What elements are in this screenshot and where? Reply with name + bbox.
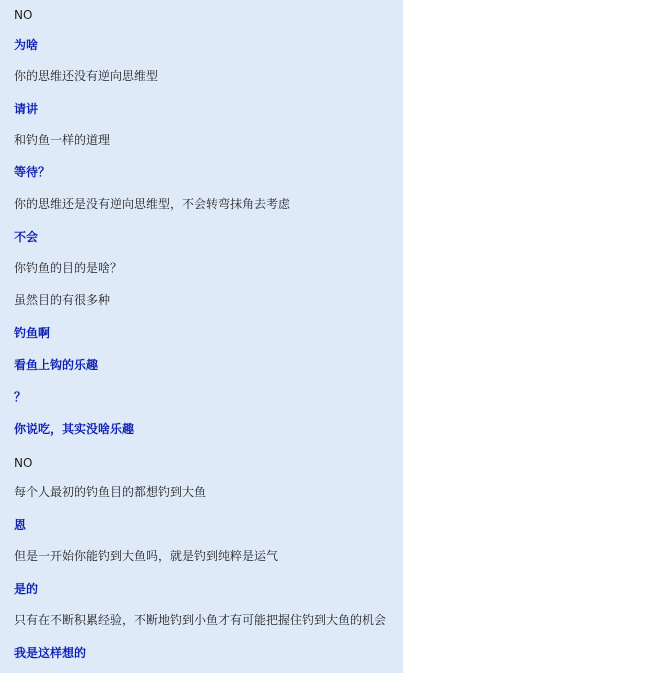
chat-line: 虽然目的有很多种 — [14, 293, 111, 307]
chat-line: NO — [14, 456, 33, 470]
chat-line: 你说吃，其实没啥乐趣 — [14, 422, 135, 436]
chat-line: 请讲 — [14, 102, 39, 116]
chat-line: 等待？ — [14, 165, 51, 179]
chat-line: 每个人最初的钓鱼目的都想钓到大鱼 — [14, 485, 207, 499]
chat-line: 你的思维还没有逆向思维型 — [14, 69, 159, 83]
chat-line: NO — [14, 8, 33, 22]
chat-line: 恩 — [14, 518, 27, 532]
chat-line: 我是这样想的 — [14, 646, 87, 660]
chat-line: 和钓鱼一样的道理 — [14, 133, 111, 147]
chat-line: 是的 — [14, 582, 39, 596]
chat-line: 为啥 — [14, 38, 39, 52]
chat-line: 但是一开始你能钓到大鱼吗，就是钓到纯粹是运气 — [14, 549, 279, 563]
chat-line: 只有在不断积累经验，不断地钓到小鱼才有可能把握住钓到大鱼的机会 — [14, 613, 387, 627]
chat-line: 你的思维还是没有逆向思维型，不会转弯抹角去考虑 — [14, 197, 291, 211]
chat-line: 看鱼上钩的乐趣 — [14, 358, 99, 372]
chat-line: 不会 — [14, 230, 39, 244]
chat-line: 你钓鱼的目的是啥？ — [14, 261, 123, 275]
chat-line: 钓鱼啊 — [14, 326, 51, 340]
chat-line: ？ — [14, 390, 27, 404]
